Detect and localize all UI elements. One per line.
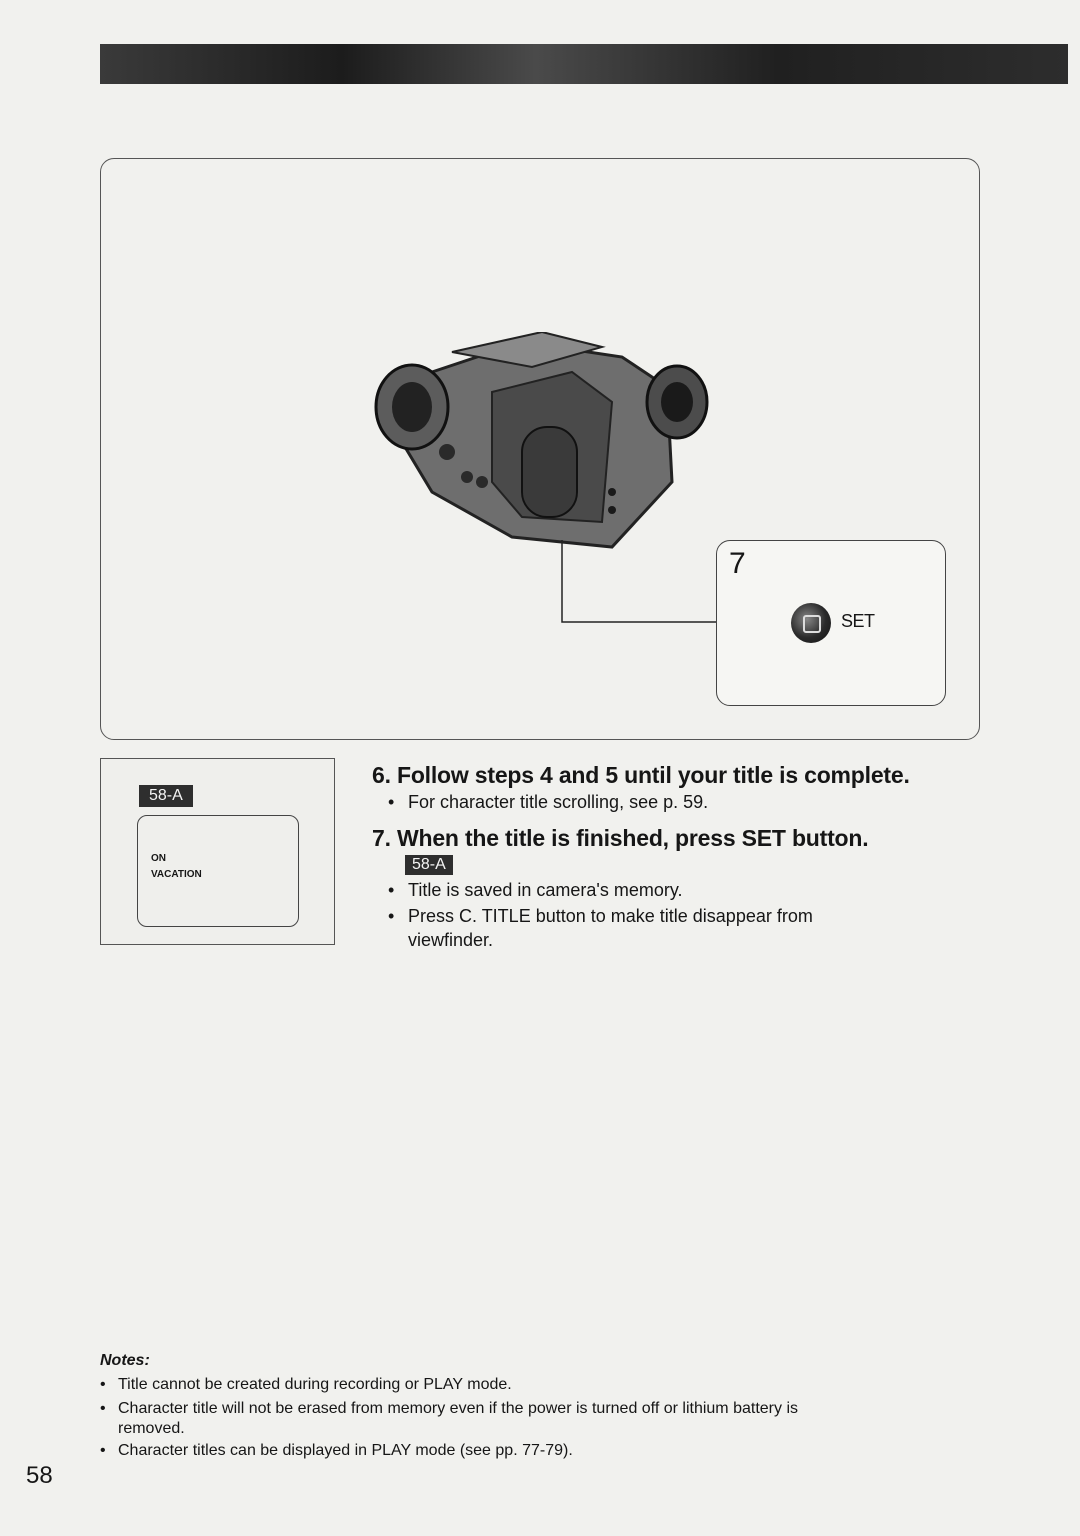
callout-box	[716, 540, 946, 706]
note-text: Title cannot be created during recording or PLAY mode.	[118, 1376, 512, 1393]
note-text: Character titles can be displayed in PLAY mode (see pp. 77-79).	[118, 1442, 573, 1459]
step-7-bullet-1: • Title is saved in camera's memory.	[388, 880, 683, 900]
set-button-icon	[791, 603, 831, 643]
step-6-heading: 6. Follow steps 4 and 5 until your title is complete.	[372, 762, 910, 788]
callout-step-number: 7	[729, 547, 746, 580]
header-band	[100, 44, 1068, 84]
camcorder-illustration	[372, 332, 712, 557]
note-item: • Character titles can be displayed in PLAY mode (see pp. 77-79).	[100, 1442, 573, 1459]
viewfinder-title-text	[151, 851, 202, 883]
bullet-text: For character title scrolling, see p. 59.	[408, 792, 709, 812]
step-6-bullet: • For character title scrolling, see p. 59.	[388, 792, 709, 812]
note-item: • Title cannot be created during recording or PLAY mode.	[100, 1376, 512, 1393]
step-7-bullet-2-continued: viewfinder.	[408, 930, 494, 950]
note-text: Character title will not be erased from memory even if the power is turned off or lithium battery is	[118, 1400, 798, 1417]
viewfinder-line-1: ON	[151, 853, 166, 864]
viewfinder-line-2: VACATION	[151, 869, 202, 880]
notes-heading: Notes:	[100, 1352, 150, 1369]
viewfinder-panel	[100, 758, 335, 945]
step-7-heading: 7. When the title is finished, press SET button.	[372, 825, 869, 851]
note-item-continued: removed.	[118, 1420, 185, 1437]
note-item: • Character title will not be erased from memory even if the power is turned off or lithium battery is	[100, 1400, 798, 1417]
bullet-text: Press C. TITLE button to make title disappear from	[408, 906, 813, 926]
step-7-badge: 58-A	[405, 855, 453, 875]
bullet-text: Title is saved in camera's memory.	[408, 880, 683, 900]
viewfinder-badge: 58-A	[139, 785, 193, 807]
page-number: 58	[26, 1462, 53, 1489]
callout-leader-line	[560, 540, 730, 630]
step-7-bullet-2: • Press C. TITLE button to make title disappear from	[388, 906, 813, 926]
set-button-label: SET	[841, 611, 875, 631]
